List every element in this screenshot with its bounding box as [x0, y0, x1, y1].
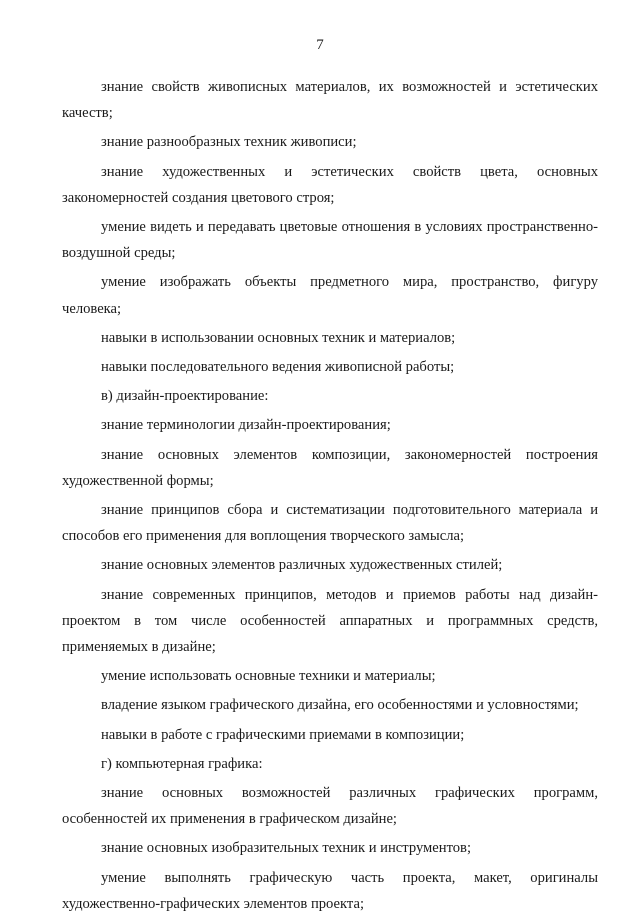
document-body [62, 74, 598, 920]
section-heading: в) дизайн-проектирование: [101, 388, 269, 405]
paragraph: знание основных изобразительных техник и инструментов; [101, 840, 471, 857]
paragraph: знание основных элементов различных художественных стилей; [101, 557, 503, 574]
paragraph: знание свойств живописных материалов, их возможностей и эстетических качеств; [62, 79, 598, 122]
paragraph: владение языком графического дизайна, его особенностями и условностями; [101, 697, 579, 714]
paragraph: умение изображать объекты предметного мира, пространство, фигуру человека; [62, 274, 598, 317]
paragraph: умение видеть и передавать цветовые отношения в условиях пространственно-воздушной среды; [62, 219, 598, 262]
paragraph: знание современных принципов, методов и приемов работы над дизайн-проектом в том числе особенностей аппаратных и программных средств, применяемых в дизайне; [62, 586, 598, 656]
paragraph: навыки последовательного ведения живописной работы; [101, 359, 455, 376]
page-number: 7 [316, 37, 324, 53]
section-heading: г) компьютерная графика: [101, 755, 263, 772]
paragraph: навыки в работе с графическими приемами в композиции; [101, 726, 465, 743]
paragraph: знание основных элементов композиции, закономерностей построения художественной формы; [62, 446, 598, 489]
paragraph: навыки в использовании основных техник и материалов; [101, 329, 456, 346]
paragraph: умение выполнять графическую часть проекта, макет, оригиналы художественно-графических элементов проекта; [62, 869, 598, 912]
paragraph: знание художественных и эстетических свойств цвета, основных закономерностей создания цветового строя; [62, 163, 598, 206]
paragraph: умение использовать основные техники и материалы; [101, 668, 436, 685]
paragraph: знание разнообразных техник живописи; [101, 134, 357, 151]
paragraph: знание принципов сбора и систематизации подготовительного материала и способов его применения для воплощения творческого замысла; [62, 502, 598, 545]
paragraph: знание терминологии дизайн-проектирования; [101, 417, 391, 434]
paragraph: знание основных возможностей различных графических программ, особенностей их применения в графическом дизайне; [62, 785, 598, 828]
